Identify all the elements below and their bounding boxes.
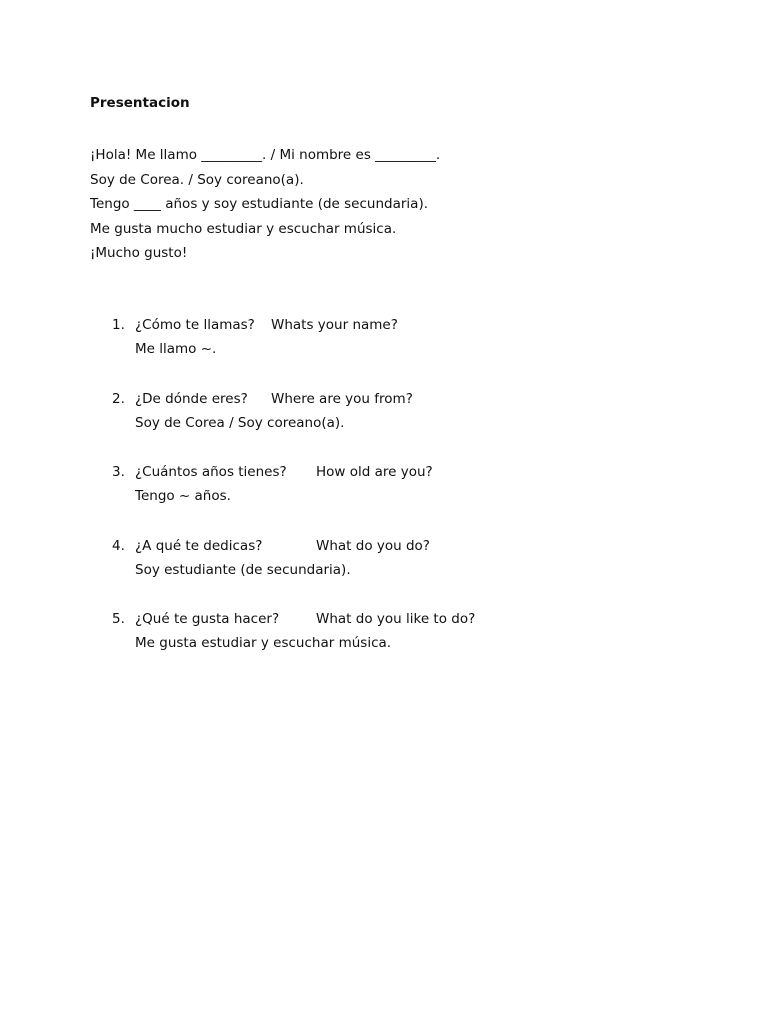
intro-line: Tengo ____ años y soy estudiante (de secundaria).: [90, 196, 429, 212]
document-title: Presentacion: [90, 95, 190, 111]
question-number: 2.: [112, 390, 125, 407]
question-answer: Soy estudiante (de secundaria).: [135, 561, 351, 578]
question-answer: Me llamo ~.: [135, 341, 217, 357]
question-number: 3.: [112, 464, 125, 480]
intro-paragraph: [90, 143, 710, 266]
question-number: 4.: [112, 537, 125, 554]
question-answer: Tengo ~ años.: [135, 488, 231, 504]
question-item: [0, 388, 768, 462]
question-answer: Me gusta estudiar y escuchar música.: [135, 635, 392, 651]
question-english: How old are you?: [316, 464, 433, 480]
question-english: What do you like to do?: [316, 611, 476, 627]
intro-line: ¡Mucho gusto!: [90, 245, 188, 261]
question-spanish: ¿Qué te gusta hacer?: [135, 611, 280, 627]
question-spanish: ¿Cómo te llamas?: [135, 317, 255, 333]
question-item: [0, 461, 768, 535]
question-english: What do you do?: [316, 537, 430, 554]
question-spanish: ¿Cuántos años tienes?: [135, 464, 287, 480]
question-number: 5.: [112, 611, 125, 627]
intro-line: Soy de Corea. / Soy coreano(a).: [90, 171, 304, 188]
question-english: Whats your name?: [271, 317, 398, 333]
question-spanish: ¿A qué te dedicas?: [135, 537, 263, 554]
question-item: [0, 314, 768, 388]
question-number: 1.: [112, 317, 125, 333]
intro-line: ¡Hola! Me llamo _________. / Mi nombre es _________.: [90, 147, 441, 163]
question-english: Where are you from?: [271, 390, 413, 407]
intro-line: Me gusta mucho estudiar y escuchar música.: [90, 220, 397, 237]
question-spanish: ¿De dónde eres?: [135, 390, 248, 407]
question-item: [0, 535, 768, 609]
question-list: [0, 314, 768, 682]
question-item: [0, 608, 768, 682]
question-answer: Soy de Corea / Soy coreano(a).: [135, 414, 345, 431]
